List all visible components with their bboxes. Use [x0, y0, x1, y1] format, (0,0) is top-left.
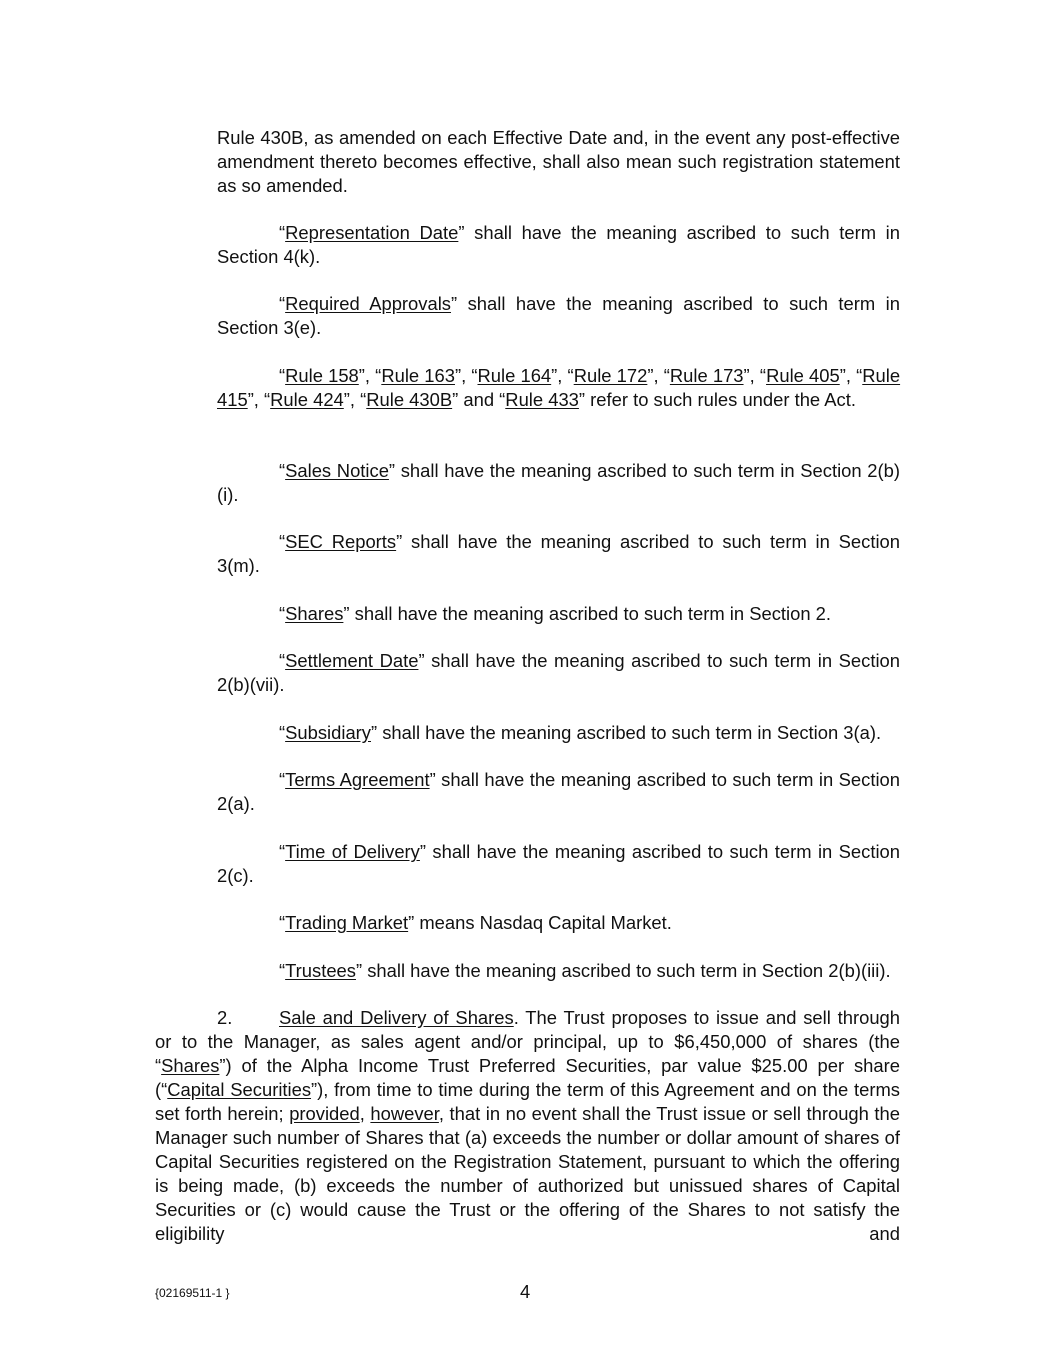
definition-subsidiary: “Subsidiary” shall have the meaning ascribed to such term in Section 3(a). [279, 722, 882, 743]
definition-trustees: “Trustees” shall have the meaning ascribed to such term in Section 2(b)(iii). [279, 960, 891, 981]
defined-term: Terms Agreement [285, 769, 430, 790]
defined-term: Settlement Date [285, 650, 419, 671]
definition-sales-notice: “Sales Notice” shall have the meaning ascribed to such term in Section 2(b)(i). [217, 460, 900, 505]
defined-term: Trustees [285, 960, 356, 981]
rule-term: Rule 415 [217, 365, 901, 410]
rule-term: Rule 163 [381, 365, 455, 386]
defined-term: Trading Market [285, 912, 409, 933]
rule-term: Rule 405 [766, 365, 840, 386]
section-number: 2. [217, 1007, 233, 1028]
defined-term: Subsidiary [285, 722, 371, 743]
rule-term: Rule 173 [669, 365, 744, 386]
definition-trading-market: “Trading Market” means Nasdaq Capital Market. [279, 912, 672, 933]
definition-rules: “Rule 158”, “Rule 163”, “Rule 164”, “Rule 172”, “Rule 173”, “Rule 405”, “Rule 415”, “Rule 424”, “Rule 430B” and “Rule 433” refer to such rules under the Act. [217, 365, 901, 410]
rule-term: Rule 158 [285, 365, 359, 386]
defined-term: Time of Delivery [285, 841, 420, 862]
definition-settlement-date: “Settlement Date” shall have the meaning ascribed to such term in Section 2(b)(vii). [217, 650, 900, 695]
definition-time-of-delivery: “Time of Delivery” shall have the meaning ascribed to such term in Section 2(c). [217, 841, 900, 886]
defined-term: Sales Notice [285, 460, 389, 481]
rule-term: Rule 430B [366, 389, 453, 410]
rule-term: Rule 164 [477, 365, 552, 386]
rule-term: Rule 424 [270, 389, 344, 410]
defined-term: Required Approvals [285, 293, 451, 314]
section-heading: Sale and Delivery of Shares [279, 1007, 514, 1028]
however-term: however [370, 1103, 439, 1124]
provided-term: provided [289, 1103, 360, 1124]
defined-term: SEC Reports [285, 531, 397, 552]
defined-term: Shares [285, 603, 344, 624]
document-id: {02169511-1 } [155, 1286, 230, 1300]
definition-shares: “Shares” shall have the meaning ascribed to such term in Section 2. [279, 603, 832, 624]
shares-term: Shares [161, 1055, 220, 1076]
definition-sec-reports: “SEC Reports” shall have the meaning ascribed to such term in Section 3(m). [217, 531, 900, 576]
capital-securities-term: Capital Securities [167, 1079, 312, 1100]
defined-term: Representation Date [285, 222, 459, 243]
intro-paragraph: Rule 430B, as amended on each Effective Date and, in the event any post-effective amendment thereto becomes effective, shall also mean such registration statement as so amended. [217, 127, 900, 196]
definition-terms-agreement: “Terms Agreement” shall have the meaning ascribed to such term in Section 2(a). [217, 769, 900, 814]
section-2-paragraph: 2. Sale and Delivery of Shares. The Trust proposes to issue and sell through or to the Manager, as sales agent and/or principal, up to $6,450,000 of shares (the “Shares”) of the Alpha Income Trust Preferred Securities, par value $25.00 per share (“Capital Securities”), from time to time during the term of this Agreement and on the terms set forth herein; provided, however, that in no event shall the Trust issue or sell through the Manager such number of Shares that (a) exceeds the number or dollar amount of shares of Capital Securities registered on the Registration Statement, pursuant to which the offering is being made, (b) exceeds the number of authorized but unissued shares of Capital Securities or (c) would cause the Trust or the offering of the Shares to not satisfy the eligibility and [155, 1007, 901, 1244]
rule-term: Rule 172 [573, 365, 648, 386]
definition-representation-date: “Representation Date” shall have the meaning ascribed to such term in Section 4(k). [217, 222, 900, 267]
definition-required-approvals: “Required Approvals” shall have the meaning ascribed to such term in Section 3(e). [217, 293, 900, 338]
page-number: 4 [520, 1281, 531, 1302]
rule-term: Rule 433 [505, 389, 579, 410]
